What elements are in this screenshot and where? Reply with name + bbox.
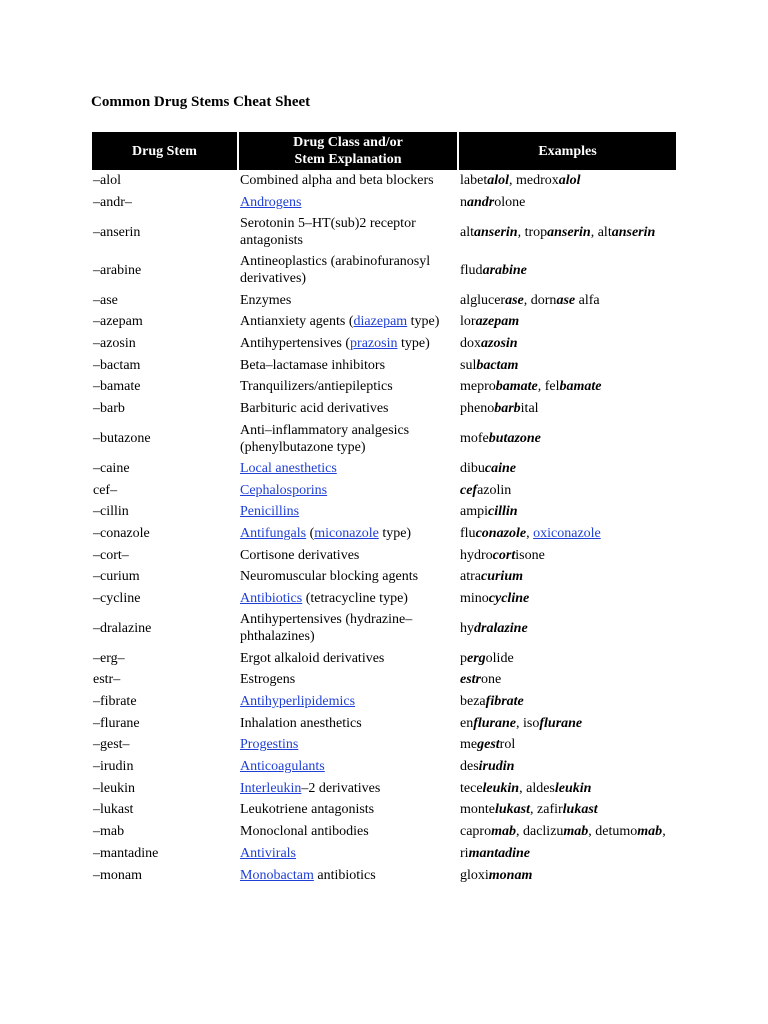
term-link[interactable]: Penicillins — [240, 504, 300, 520]
text-run: pheno — [460, 401, 495, 417]
text-run: flu — [460, 525, 476, 541]
stem-highlight: leukin — [482, 780, 520, 796]
examples-cell — [458, 588, 676, 610]
stem-highlight: lukast — [495, 802, 531, 818]
stem-highlight: bactam — [476, 357, 519, 373]
text-run: monte — [460, 802, 495, 818]
table-row — [92, 420, 676, 458]
text-run: alglucer — [460, 292, 506, 308]
drug-class-cell — [238, 251, 458, 289]
drug-class-cell — [238, 501, 458, 523]
text-run: mino — [460, 590, 489, 606]
stem-highlight: gest — [477, 737, 500, 753]
drug-class-cell — [238, 647, 458, 669]
examples-cell — [458, 799, 676, 821]
text-run: one — [481, 672, 502, 688]
term-link[interactable]: Antibiotics — [240, 590, 303, 606]
drug-class-cell — [238, 734, 458, 756]
drug-stem-cell: –azepam — [93, 314, 143, 330]
stem-highlight: leukin — [554, 780, 592, 796]
text-run: ( — [306, 525, 315, 541]
table-row — [92, 647, 676, 669]
stem-highlight: anserin — [547, 224, 591, 240]
stem-highlight: azepam — [475, 314, 520, 330]
term-link[interactable]: Antihyperlipidemics — [240, 694, 356, 710]
drug-class-cell — [238, 821, 458, 843]
term-link[interactable]: Local anesthetics — [240, 460, 337, 476]
examples-cell — [458, 544, 676, 566]
stem-highlight: mab — [563, 824, 589, 840]
text-run: , medrox — [509, 173, 559, 189]
text-run: me — [460, 737, 478, 753]
drug-stem-cell: –fibrate — [93, 694, 137, 710]
text-run: flud — [460, 262, 483, 278]
stem-highlight: fibrate — [485, 694, 524, 710]
text-run: type) — [378, 525, 412, 541]
stem-highlight: azosin — [481, 336, 518, 352]
drug-class-cell — [238, 756, 458, 778]
drug-class-cell — [238, 609, 458, 647]
stem-highlight: barb — [494, 401, 521, 417]
text-run: Antianxiety agents ( — [240, 314, 354, 330]
examples-cell — [458, 289, 676, 311]
drug-stem-cell: estr– — [93, 672, 121, 688]
stem-highlight: bamate — [495, 379, 538, 395]
text-run: , — [662, 824, 666, 840]
examples-cell — [458, 756, 676, 778]
text-run: labet — [460, 173, 488, 189]
text-run: beza — [460, 694, 486, 710]
table-row — [92, 691, 676, 713]
text-run: hy — [460, 620, 474, 636]
examples-cell — [458, 821, 676, 843]
drug-stem-cell: –flurane — [93, 715, 140, 731]
text-run: Antihypertensives (hydrazine– phthalazines) — [240, 612, 413, 645]
text-run: antibiotics — [313, 867, 376, 883]
drug-class-cell — [238, 311, 458, 333]
stem-highlight: estr — [460, 672, 481, 688]
text-run: olide — [485, 650, 514, 666]
stem-highlight: erg — [467, 650, 486, 666]
text-run: alfa — [575, 292, 600, 308]
drug-stem-cell: –cycline — [93, 590, 141, 606]
column-header-drug-class: Drug Class and/or Stem Explanation — [238, 132, 458, 170]
table-row — [92, 588, 676, 610]
stem-highlight: butazone — [488, 431, 541, 446]
examples-cell — [458, 376, 676, 398]
stem-highlight: andr — [467, 195, 495, 211]
drug-stem-cell: –irudin — [93, 759, 134, 775]
term-link[interactable]: Progestins — [240, 737, 299, 753]
drug-class-cell — [238, 588, 458, 610]
text-run: isone — [515, 547, 545, 563]
text-run: ampi — [460, 504, 488, 520]
drug-class-cell — [238, 566, 458, 588]
stem-highlight: curium — [480, 569, 523, 585]
term-link[interactable]: oxiconazole — [533, 525, 601, 541]
text-run: Antineoplastics (arabinofuranosyl derivatives) — [240, 254, 431, 287]
text-run: gloxi — [460, 867, 489, 883]
drug-class-cell — [238, 799, 458, 821]
drug-stem-cell: –cort– — [93, 547, 129, 563]
examples-cell — [458, 251, 676, 289]
table-header — [92, 132, 676, 170]
stem-highlight: dralazine — [474, 620, 528, 636]
drug-stem-cell: –cillin — [93, 504, 129, 520]
examples-cell — [458, 734, 676, 756]
term-link[interactable]: miconazole — [314, 525, 379, 541]
examples-cell — [458, 712, 676, 734]
table-row — [92, 734, 676, 756]
text-run: –2 derivatives — [301, 780, 381, 796]
term-link[interactable]: prazosin — [350, 336, 398, 352]
examples-cell — [458, 354, 676, 376]
drug-stem-cell: –barb — [93, 401, 125, 417]
table-row — [92, 712, 676, 734]
text-run: , fel — [537, 379, 560, 395]
stem-highlight: flurane — [539, 715, 583, 731]
examples-cell — [458, 523, 676, 545]
stem-highlight: cef — [460, 482, 478, 498]
text-run: Serotonin 5–HT(sub)2 receptor antagonists — [240, 216, 416, 249]
table-row — [92, 821, 676, 843]
page-title: Common Drug Stems Cheat Sheet — [91, 94, 311, 110]
table-row — [92, 376, 676, 398]
drug-stem-cell: cef– — [93, 482, 118, 498]
table-row — [92, 669, 676, 691]
drug-class-cell — [238, 398, 458, 420]
table-body — [92, 170, 676, 886]
drug-stem-cell: –butazone — [93, 431, 151, 446]
table-row — [92, 354, 676, 376]
stem-highlight: mab — [637, 824, 663, 840]
term-link[interactable]: Cephalosporins — [240, 482, 328, 498]
text-run: Enzymes — [240, 292, 292, 308]
text-run: atra — [460, 569, 481, 585]
text-run: Combined alpha and beta blockers — [240, 173, 434, 189]
examples-cell — [458, 864, 676, 886]
drug-stem-cell: –leukin — [93, 780, 135, 796]
drug-class-cell — [238, 289, 458, 311]
table-row — [92, 311, 676, 333]
text-run: (tetracycline type) — [302, 590, 408, 606]
examples-cell — [458, 170, 676, 192]
stem-highlight: cort — [492, 547, 516, 563]
examples-cell — [458, 501, 676, 523]
text-run: mofe — [460, 431, 489, 446]
stem-highlight: monam — [488, 867, 533, 883]
examples-cell — [458, 192, 676, 214]
drug-class-cell — [238, 333, 458, 355]
table-row — [92, 609, 676, 647]
examples-cell — [458, 458, 676, 480]
table-row — [92, 566, 676, 588]
text-run: type) — [407, 314, 440, 330]
examples-cell — [458, 311, 676, 333]
term-link[interactable]: diazepam — [353, 314, 408, 330]
text-run: , trop — [517, 224, 548, 240]
term-link[interactable]: Antivirals — [240, 845, 296, 861]
drug-stem-cell: –arabine — [93, 262, 142, 278]
text-run: Neuromuscular blocking agents — [240, 569, 419, 585]
examples-cell — [458, 609, 676, 647]
examples-cell — [458, 647, 676, 669]
drug-class-cell — [238, 669, 458, 691]
examples-cell — [458, 213, 676, 251]
stem-highlight: lukast — [562, 802, 598, 818]
drug-class-cell — [238, 192, 458, 214]
table-row — [92, 799, 676, 821]
drug-class-cell — [238, 777, 458, 799]
drug-class-cell — [238, 544, 458, 566]
stem-highlight: conazole — [475, 525, 527, 541]
drug-class-cell — [238, 479, 458, 501]
stem-highlight: anserin — [611, 224, 656, 240]
text-run: , dorn — [523, 292, 557, 308]
term-link[interactable]: Monobactam — [240, 867, 314, 883]
drug-stem-cell: –ase — [93, 292, 118, 308]
stem-highlight: cillin — [488, 504, 518, 520]
table-row — [92, 544, 676, 566]
drug-stem-cell: –curium — [93, 569, 140, 585]
text-run: lor — [460, 314, 476, 330]
column-header-drug-stem: Drug Stem — [92, 132, 238, 170]
drug-stem-cell: –bamate — [93, 379, 141, 395]
stem-highlight: alol — [558, 173, 581, 189]
stem-highlight: alol — [487, 173, 509, 189]
text-run: sul — [460, 357, 477, 373]
text-run: mepro — [460, 379, 496, 395]
stem-highlight: cycline — [488, 590, 530, 606]
text-run: hydro — [460, 547, 493, 563]
text-run: , — [526, 525, 534, 541]
text-run: Barbituric acid derivatives — [240, 401, 389, 417]
table-row — [92, 458, 676, 480]
stem-highlight: mab — [491, 824, 516, 840]
term-link[interactable]: Anticoagulants — [240, 759, 325, 775]
text-run: p — [460, 650, 467, 666]
text-run: , iso — [516, 715, 540, 731]
examples-cell — [458, 566, 676, 588]
text-run: olone — [494, 195, 526, 211]
stem-highlight: ase — [505, 292, 524, 308]
drug-class-cell — [238, 376, 458, 398]
text-run: Estrogens — [240, 672, 296, 688]
drug-class-cell — [238, 213, 458, 251]
stem-highlight: flurane — [473, 715, 517, 731]
text-run: rol — [499, 737, 516, 753]
examples-cell — [458, 691, 676, 713]
drug-stem-cell: –conazole — [93, 525, 150, 541]
examples-cell — [458, 333, 676, 355]
text-run: , zafir — [530, 802, 563, 818]
table-row — [92, 756, 676, 778]
text-run: Beta–lactamase inhibitors — [240, 357, 386, 373]
text-run: , detumo — [588, 824, 638, 840]
examples-cell — [458, 398, 676, 420]
stem-highlight: mantadine — [468, 845, 531, 861]
drug-class-cell — [238, 523, 458, 545]
term-link[interactable]: Antifungals — [240, 525, 307, 541]
text-run: Inhalation anesthetics — [240, 715, 362, 731]
examples-cell — [458, 420, 676, 458]
text-run: des — [460, 759, 479, 775]
text-run: , alt — [590, 224, 612, 240]
text-run: alt — [460, 224, 474, 240]
table-row — [92, 501, 676, 523]
examples-cell — [458, 843, 676, 865]
drug-stem-cell: –dralazine — [93, 620, 152, 636]
text-run: Monoclonal antibodies — [240, 824, 369, 840]
drug-stem-cell: –azosin — [93, 336, 136, 352]
drug-class-cell — [238, 691, 458, 713]
drug-class-cell — [238, 864, 458, 886]
text-run: n — [460, 195, 467, 211]
drug-stem-cell: –caine — [93, 460, 130, 476]
drug-class-cell — [238, 712, 458, 734]
table-row — [92, 289, 676, 311]
stem-highlight: bamate — [559, 379, 602, 395]
table-row — [92, 398, 676, 420]
drug-stem-cell: –mantadine — [93, 845, 159, 861]
table-row — [92, 777, 676, 799]
drug-stem-cell: –lukast — [93, 802, 134, 818]
drug-class-cell — [238, 420, 458, 458]
text-run: azolin — [477, 482, 512, 498]
drug-stem-cell: –gest– — [93, 737, 130, 753]
text-run: , aldes — [519, 780, 555, 796]
text-run: Leukotriene antagonists — [240, 802, 375, 818]
text-run: tece — [460, 780, 483, 796]
stem-highlight: anserin — [474, 224, 518, 240]
table-row — [92, 523, 676, 545]
examples-cell — [458, 669, 676, 691]
stem-highlight: ase — [556, 292, 576, 308]
table-row — [92, 170, 676, 192]
text-run: ital — [520, 401, 539, 417]
text-run: en — [460, 715, 474, 731]
table-row — [92, 251, 676, 289]
table-row — [92, 864, 676, 886]
text-run: Antihypertensives ( — [240, 336, 351, 352]
text-run: Cortisone derivatives — [240, 547, 360, 563]
text-run: Ergot alkaloid derivatives — [240, 650, 385, 666]
text-run: Anti–inflammatory analgesics (phenylbutazone type) — [240, 422, 410, 455]
examples-cell — [458, 479, 676, 501]
table-row — [92, 192, 676, 214]
text-run: Tranquilizers/antiepileptics — [240, 379, 393, 395]
column-header-examples: Examples — [458, 132, 676, 170]
text-run: dibu — [460, 460, 485, 476]
text-run: , daclizu — [515, 824, 564, 840]
examples-cell — [458, 777, 676, 799]
drug-stem-cell: –bactam — [93, 357, 141, 373]
drug-stem-cell: –andr– — [93, 195, 132, 211]
drug-stem-cell: –mab — [93, 824, 125, 840]
drug-class-cell — [238, 458, 458, 480]
text-run: type) — [397, 336, 430, 352]
drug-class-cell — [238, 354, 458, 376]
drug-stems-table — [92, 132, 676, 886]
table-row — [92, 479, 676, 501]
stem-highlight: arabine — [482, 262, 527, 278]
drug-class-cell — [238, 843, 458, 865]
text-run: ri — [460, 845, 469, 861]
table-row — [92, 843, 676, 865]
table-row — [92, 333, 676, 355]
text-run: capro — [460, 824, 492, 840]
drug-stem-cell: –monam — [93, 867, 142, 883]
stem-highlight: caine — [484, 460, 516, 476]
drug-stem-cell: –erg– — [93, 650, 125, 666]
drug-stem-cell: –anserin — [93, 224, 141, 240]
stem-highlight: irudin — [478, 759, 515, 775]
drug-stem-cell: –alol — [93, 173, 121, 189]
table-row — [92, 213, 676, 251]
drug-class-cell — [238, 170, 458, 192]
term-link[interactable]: Androgens — [240, 195, 302, 211]
text-run: dox — [460, 336, 481, 352]
term-link[interactable]: Interleukin — [240, 780, 302, 796]
